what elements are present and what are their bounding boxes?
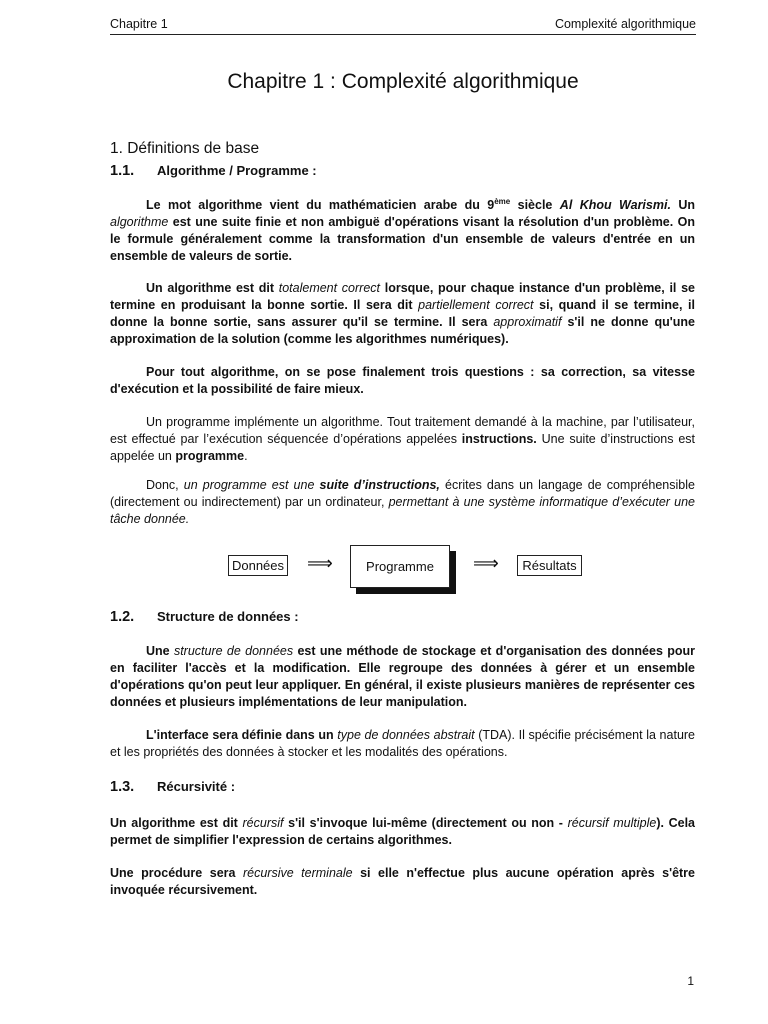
text-run-bold: programme bbox=[175, 449, 245, 463]
text-run-italic: algorithme bbox=[110, 215, 169, 229]
subsection-number: 1.2. bbox=[110, 609, 135, 625]
section-heading-definitions: 1. Définitions de base bbox=[110, 140, 260, 157]
paragraph-abstract-data-type bbox=[110, 727, 695, 761]
subsection-number: 1.1. bbox=[110, 163, 135, 179]
text-run: lorsque, pour chaque instance d'un problème, il se termine en produisant la bonne sortie. Il sera dit bbox=[110, 281, 695, 312]
text-run: est une méthode de stockage et d'organisation des données pour en faciliter l'accès et la modification. Elle regroupe des données à gérer et un ensemble d'opérations qu'on peut leur appliquer. En général, il existe plusieurs manières de représenter ces données et plusieurs implémentations de leur manipulation. bbox=[110, 644, 695, 709]
diagram-arrow-icon: ⟹ bbox=[473, 553, 499, 574]
text-run: Un bbox=[670, 198, 695, 212]
text-run-italic: approximatif bbox=[493, 315, 562, 329]
paragraph-program-definition bbox=[110, 477, 695, 528]
text-run: Une procédure sera bbox=[110, 866, 243, 880]
text-run: s'il s'invoque lui-même (directement ou non - bbox=[283, 816, 568, 830]
text-run: si elle n'effectue plus aucune opération après s'être invoquée récursivement. bbox=[110, 866, 696, 897]
diagram-arrow-icon: ⟹ bbox=[307, 553, 333, 574]
page-title: Chapitre 1 : Complexité algorithmique bbox=[227, 70, 579, 93]
paragraph-recursion bbox=[110, 815, 695, 849]
subsection-heading-1-1 bbox=[110, 163, 317, 179]
text-run: écrites dans un langage de compréhensible (directement ou indirectement) par un ordinateur, bbox=[110, 478, 695, 509]
text-run-italic: permettant à une système informatique d’exécuter une tâche donnée. bbox=[110, 495, 695, 526]
text-run-italic: type de données abstrait bbox=[337, 728, 475, 742]
text-run: si, quand il se termine, il donne la bonne sortie, sans assurer qu'il se termine. Il sera bbox=[110, 298, 695, 329]
text-run: L'interface sera définie dans un bbox=[146, 728, 338, 742]
running-header bbox=[110, 16, 696, 35]
paragraph-tail-recursion bbox=[110, 865, 695, 899]
header-topic: Complexité algorithmique bbox=[554, 17, 696, 31]
subsection-title: Récursivité : bbox=[157, 779, 236, 794]
text-run: Une bbox=[146, 644, 174, 658]
paragraph-data-structure bbox=[110, 643, 695, 711]
subsection-number: 1.3. bbox=[110, 779, 135, 795]
text-run-italic: partiellement correct bbox=[418, 298, 534, 312]
subsection-heading-1-2 bbox=[110, 609, 299, 625]
paragraph-three-questions: Pour tout algorithme, on se pose finalement trois questions : sa correction, sa vitesse d'exécution et la possibilité de faire mieux. bbox=[110, 365, 695, 396]
text-run-bold-italic: suite d’instructions, bbox=[319, 478, 440, 492]
text-run-bold: instructions. bbox=[461, 432, 537, 446]
text-run-italic: récursive terminale bbox=[242, 866, 353, 880]
subsection-heading-1-3 bbox=[110, 779, 235, 795]
text-run-italic: Al Khou Warismi. bbox=[559, 198, 671, 212]
text-run: siècle bbox=[510, 198, 560, 212]
text-run-italic: structure de données bbox=[173, 644, 294, 658]
text-run-italic: totalement correct bbox=[278, 281, 381, 295]
subsection-title: Structure de données : bbox=[157, 609, 299, 624]
diagram-box-process: Programme bbox=[350, 545, 450, 588]
paragraph-correctness bbox=[110, 280, 695, 348]
text-run: Un algorithme est dit bbox=[146, 281, 279, 295]
text-run: Un algorithme est dit bbox=[110, 816, 243, 830]
superscript: ème bbox=[494, 196, 511, 206]
header-chapter: Chapitre 1 bbox=[110, 17, 168, 31]
paragraph-program bbox=[110, 414, 695, 465]
subsection-title: Algorithme / Programme : bbox=[157, 163, 317, 178]
text-run: Le mot algorithme vient du mathématicien arabe du 9 bbox=[146, 198, 495, 212]
paragraph-algorithm-origin bbox=[110, 197, 695, 265]
text-run: Une suite d’instructions est appelée un bbox=[110, 432, 695, 463]
text-run: s'il ne donne qu'une approximation de la solution (comme les algorithmes numériques). bbox=[110, 315, 695, 346]
text-run-italic: récursif multiple bbox=[567, 816, 657, 830]
text-run-italic: récursif bbox=[242, 816, 284, 830]
text-run: Un programme implémente un algorithme. Tout traitement demandé à la machine, par l’utilisateur, est effectué par l’exécution séquencée d’opérations appelées bbox=[110, 415, 695, 446]
diagram-box-output: Résultats bbox=[517, 555, 582, 576]
text-run: ). Cela permet de simplifier l'expression de certains algorithmes. bbox=[110, 816, 695, 847]
page-number: 1 bbox=[687, 974, 694, 988]
text-run: Donc, bbox=[146, 478, 184, 492]
diagram-box-input: Données bbox=[228, 555, 288, 576]
text-run: est une suite finie et non ambiguë d'opérations visant la résolution d'un problème. On le formule généralement comme la transformation d'un ensemble de valeurs d'entrée en un ensemble de valeurs de sortie. bbox=[110, 215, 695, 263]
text-run: (TDA). Il spécifie précisément la nature et les propriétés des données à stocker et les modalités des opérations. bbox=[110, 728, 696, 759]
text-run: . bbox=[244, 449, 248, 463]
text-run-italic: un programme est une bbox=[183, 478, 320, 492]
